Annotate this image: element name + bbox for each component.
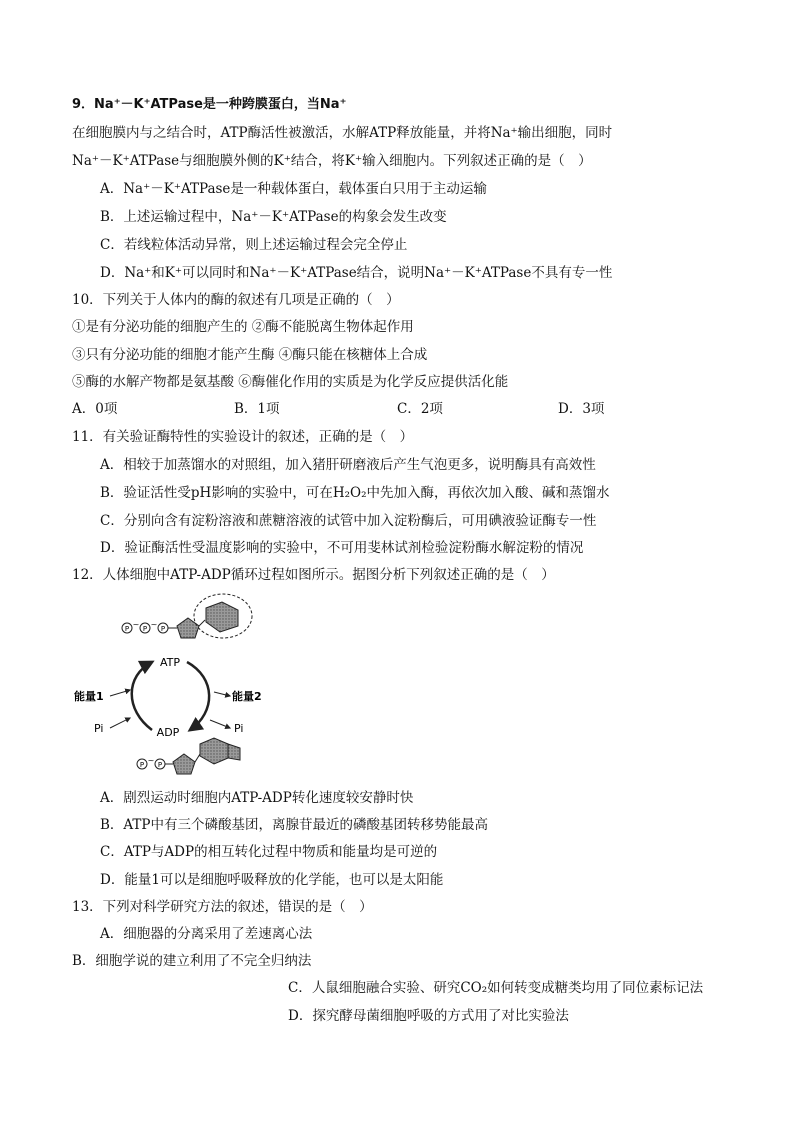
pi-in-label: Pi — [94, 722, 104, 735]
q9-stem-line3: Na⁺－K⁺ATPase与细胞膜外侧的K⁺结合，将K⁺输入细胞内。下列叙述正确的是（ ） — [72, 153, 592, 169]
q10-option-a: A．0项 — [72, 401, 118, 417]
synthesis-arrow-icon — [132, 662, 152, 730]
q11-option-b: B．验证活性受pH影响的实验中，可在H₂O₂中先加入酶，再依次加入酸、碱和蒸馏水 — [100, 485, 610, 501]
atp-label: ATP — [159, 656, 181, 669]
q9-option-a: A．Na⁺－K⁺ATPase是一种载体蛋白，载体蛋白只用于主动运输 — [100, 181, 487, 197]
q12-option-d: D．能量1可以是细胞呼吸释放的化学能，也可以是太阳能 — [100, 872, 444, 888]
q10-statement-1: ①是有分泌功能的细胞产生的 ②酶不能脱离生物体起作用 — [72, 319, 414, 335]
q10-statement-2: ③只有分泌功能的细胞才能产生酶 ④酶只能在核糖体上合成 — [72, 347, 428, 363]
hydrolysis-arrow-icon — [187, 662, 209, 730]
phosphate-label: P — [160, 625, 166, 633]
q13-option-a: A．细胞器的分离采用了差速离心法 — [100, 926, 313, 942]
q10-option-c: C．2项 — [397, 401, 443, 417]
phosphate-label: P — [139, 761, 145, 769]
q13-option-d: D．探究酵母菌细胞呼吸的方式用了对比实验法 — [288, 1008, 569, 1024]
q12-option-a: A．剧烈运动时细胞内ATP-ADP转化速度较安静时快 — [100, 790, 414, 806]
q9-option-c: C．若线粒体活动异常，则上述运输过程会完全停止 — [100, 237, 408, 253]
q13-stem: 13．下列对科学研究方法的叙述，错误的是（ ） — [72, 899, 373, 915]
phosphate-label: P — [157, 761, 163, 769]
energy2-label: 能量2 — [232, 690, 262, 703]
q10-statement-3: ⑤酶的水解产物都是氨基酸 ⑥酶催化作用的实质是为化学反应提供活化能 — [72, 374, 509, 390]
q12-option-b: B．ATP中有三个磷酸基团，离腺苷最近的磷酸基团转移势能最高 — [100, 817, 489, 833]
adp-label: ADP — [156, 726, 180, 739]
q10-option-b: B．1项 — [234, 401, 280, 417]
pi-out-label: Pi — [234, 722, 244, 735]
svg-text:~: ~ — [132, 620, 140, 629]
q10-option-d: D．3项 — [558, 401, 605, 417]
atp-adp-cycle-diagram — [60, 588, 320, 784]
q13-option-c: C．人鼠细胞融合实验、研究CO₂如何转变成糖类均用了同位素标记法 — [288, 980, 704, 996]
q9-stem-line1: 9．Na⁺－K⁺ATPase是一种跨膜蛋白，当Na⁺ — [72, 97, 347, 112]
q11-option-d: D．验证酶活性受温度影响的实验中，不可用斐林试剂检验淀粉酶水解淀粉的情况 — [100, 540, 584, 556]
q9-stem-line2: 在细胞膜内与之结合时，ATP酶活性被激活，水解ATP释放能量，并将Na⁺输出细胞，同时 — [72, 125, 613, 141]
q13-option-b: B．细胞学说的建立利用了不完全归纳法 — [72, 953, 312, 969]
energy1-label: 能量1 — [74, 690, 104, 703]
q10-stem: 10．下列关于人体内的酶的叙述有几项是正确的（ ） — [72, 292, 400, 308]
svg-text:~: ~ — [150, 620, 158, 629]
q12-option-c: C．ATP与ADP的相互转化过程中物质和能量均是可逆的 — [100, 844, 438, 860]
q9-option-b: B．上述运输过程中，Na⁺－K⁺ATPase的构象会发生改变 — [100, 209, 447, 225]
q11-option-a: A．相较于加蒸馏水的对照组，加入猪肝研磨液后产生气泡更多，说明酶具有高效性 — [100, 457, 596, 473]
phosphate-label: P — [142, 625, 148, 633]
phosphate-label: P — [124, 625, 130, 633]
q9-option-d: D．Na⁺和K⁺可以同时和Na⁺－K⁺ATPase结合，说明Na⁺－K⁺ATPase不具有专一性 — [100, 265, 613, 281]
svg-text:~: ~ — [147, 756, 155, 765]
adp-molecule-icon — [137, 738, 240, 774]
q11-stem: 11．有关验证酶特性的实验设计的叙述，正确的是（ ） — [72, 429, 414, 445]
q11-option-c: C．分别向含有淀粉溶液和蔗糖溶液的试管中加入淀粉酶后，可用碘液验证酶专一性 — [100, 513, 597, 529]
q12-stem: 12．人体细胞中ATP-ADP循环过程如图所示。据图分析下列叙述正确的是（ ） — [72, 567, 555, 583]
atp-molecule-icon — [122, 594, 252, 638]
